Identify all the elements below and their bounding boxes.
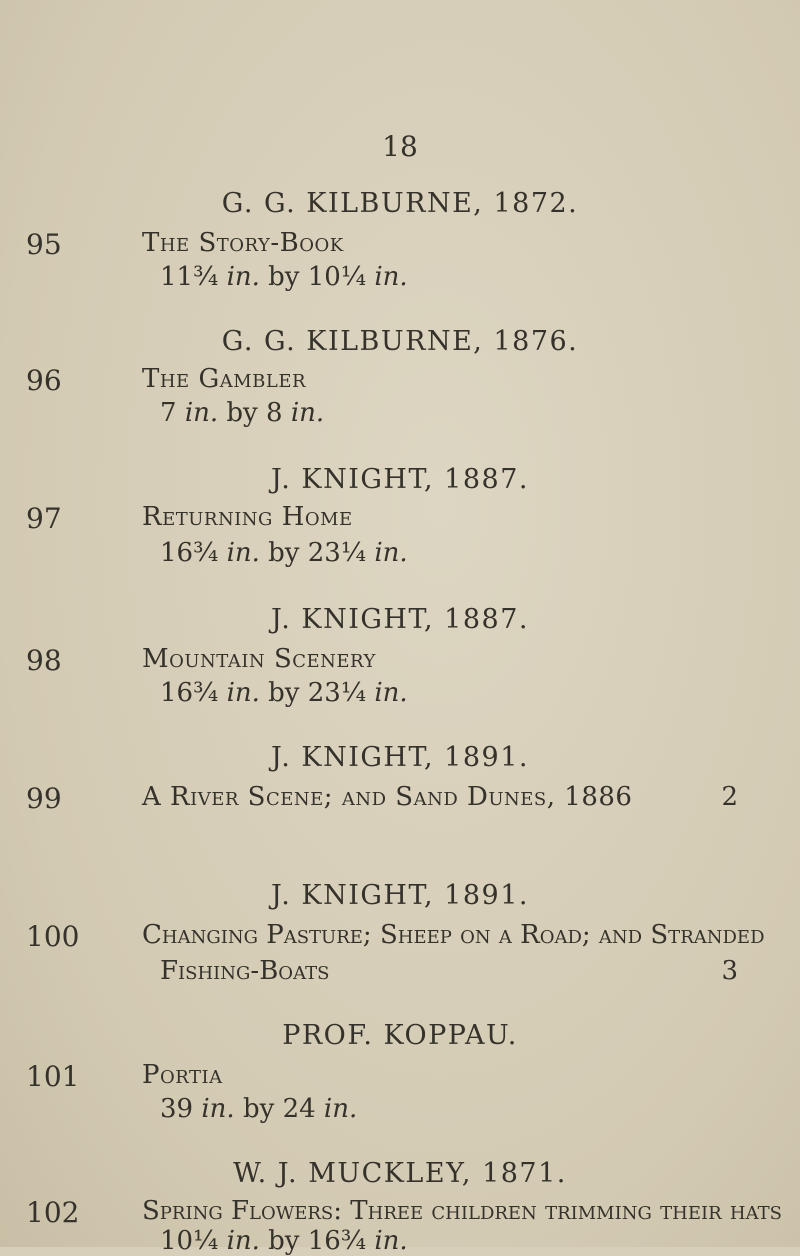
artist: J. KNIGHT, 1887. bbox=[271, 464, 529, 495]
quantity: 3 bbox=[721, 956, 738, 986]
dimensions: 39 in. by 24 in. bbox=[160, 1094, 358, 1124]
artist: PROF. KOPPAU. bbox=[282, 1020, 518, 1051]
lot-number: 102 bbox=[26, 1196, 80, 1229]
dimensions: 7 in. by 8 in. bbox=[160, 398, 325, 428]
dimensions: 16¾ in. by 23¼ in. bbox=[160, 538, 408, 568]
lot-number: 97 bbox=[26, 502, 62, 535]
title-continued: Fishing-Boats bbox=[160, 956, 330, 986]
title: The Story-Book bbox=[142, 228, 344, 258]
title: A River Scene; and Sand Dunes, 1886 bbox=[142, 782, 633, 812]
artist: G. G. KILBURNE, 1876. bbox=[221, 326, 579, 357]
title: Changing Pasture; Sheep on a Road; and Stranded bbox=[142, 920, 765, 950]
title: Portia bbox=[142, 1060, 223, 1090]
page-number: 18 bbox=[382, 130, 418, 163]
dimensions: 16¾ in. by 23¼ in. bbox=[160, 678, 408, 708]
lot-number: 99 bbox=[26, 782, 62, 815]
lot-number: 101 bbox=[26, 1060, 80, 1093]
artist: J. KNIGHT, 1891. bbox=[271, 880, 529, 911]
lot-number: 100 bbox=[26, 920, 80, 953]
artist: G. G. KILBURNE, 1872. bbox=[221, 188, 579, 219]
artist: J. KNIGHT, 1891. bbox=[271, 742, 529, 773]
quantity: 2 bbox=[721, 782, 738, 812]
lot-number: 96 bbox=[26, 364, 62, 397]
lot-number: 95 bbox=[26, 228, 62, 261]
lot-number: 98 bbox=[26, 644, 62, 677]
title: Mountain Scenery bbox=[142, 644, 376, 674]
dimensions: 10¼ in. by 16¾ in. bbox=[160, 1226, 408, 1256]
title: Spring Flowers: Three children trimming their hats bbox=[142, 1196, 782, 1226]
dimensions: 11¾ in. by 10¼ in. bbox=[160, 262, 408, 292]
title: Returning Home bbox=[142, 502, 353, 532]
artist: J. KNIGHT, 1887. bbox=[271, 604, 529, 635]
artist: W. J. MUCKLEY, 1871. bbox=[233, 1158, 567, 1189]
title: The Gambler bbox=[142, 364, 307, 394]
